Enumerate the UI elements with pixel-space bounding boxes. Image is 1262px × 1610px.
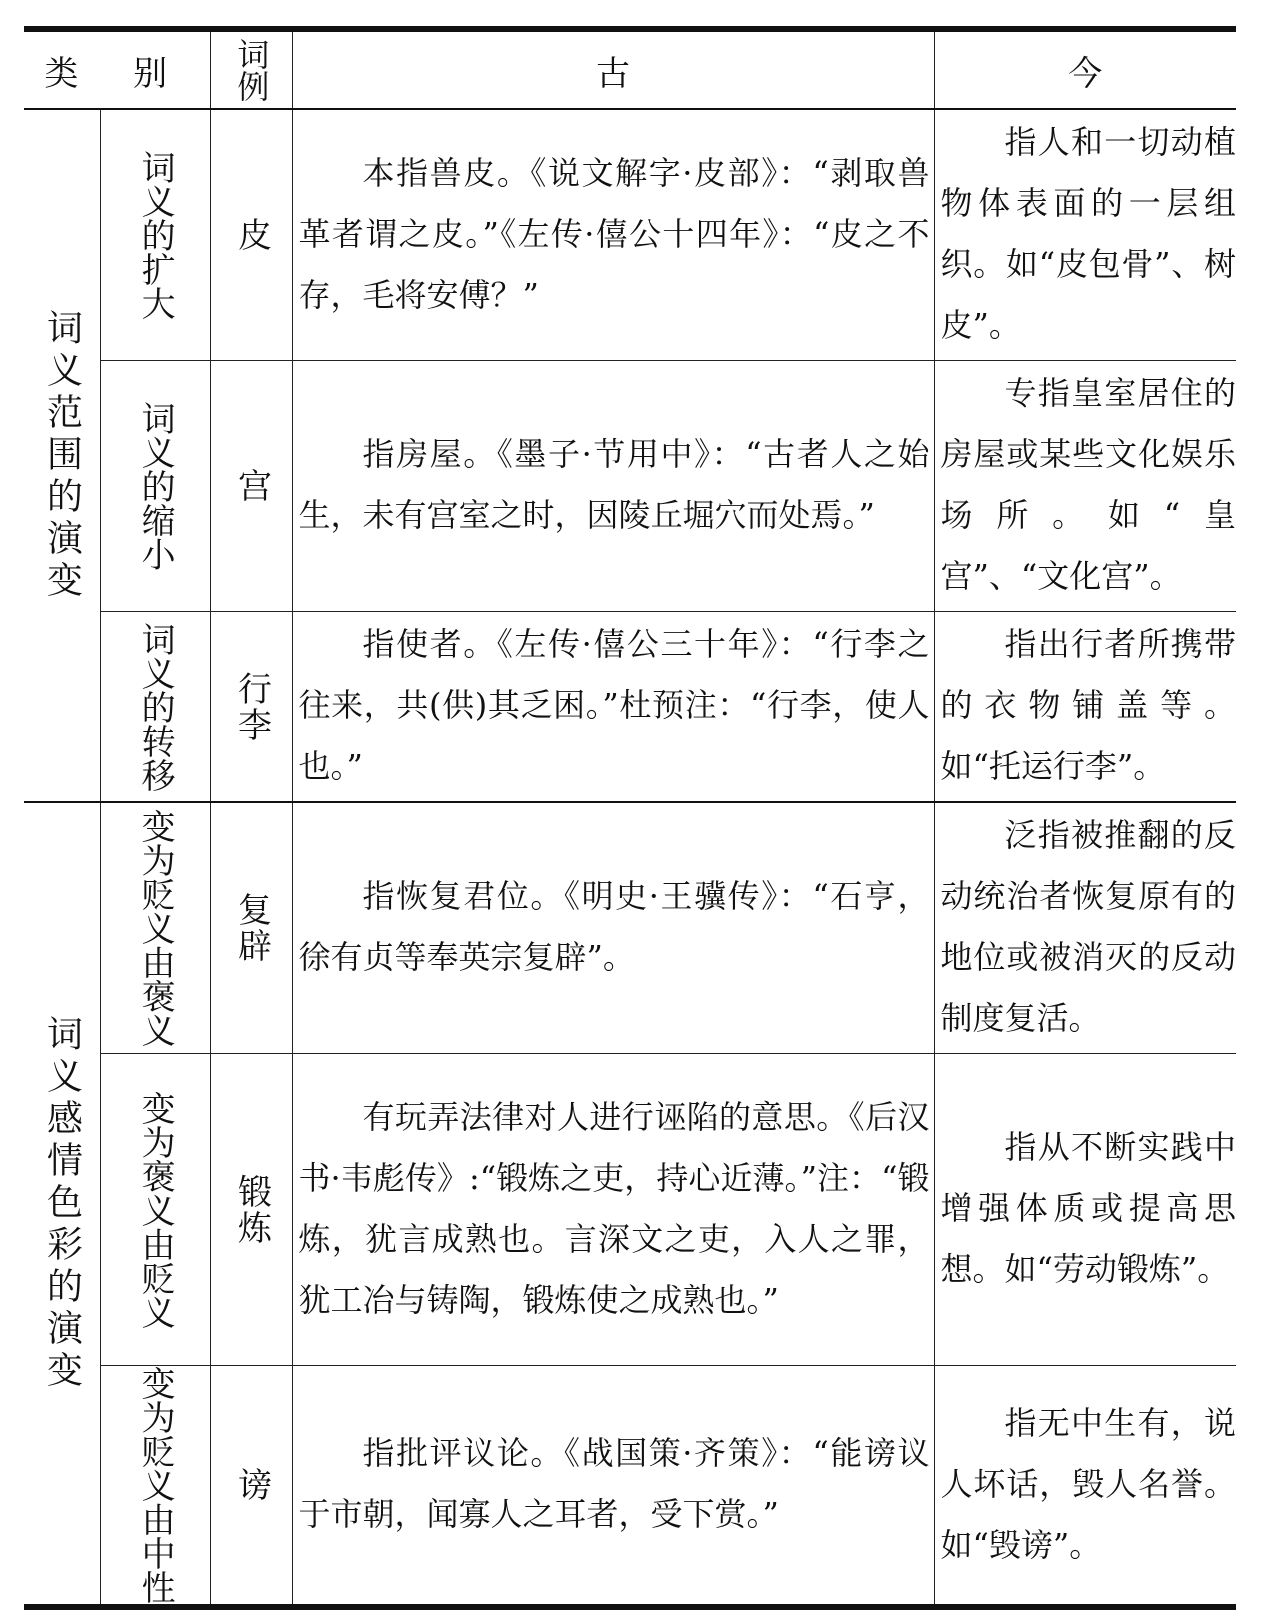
- table-row: [24, 1366, 1236, 1608]
- subcategory: 词义的转移: [100, 612, 210, 803]
- word-meaning-evolution-table-page: [24, 26, 1236, 1610]
- subcategory: 变为贬义由中性: [100, 1366, 210, 1608]
- ancient-meaning: 有玩弄法律对人进行诬陷的意思。《后汉书·韦彪传》:“锻炼之吏，持心近薄。”注：“锻炼，犹言成熟也。言深文之吏，入人之罪，犹工冶与铸陶，锻炼使之成熟也。”: [292, 1054, 934, 1366]
- subcategory: 词义的扩大: [100, 109, 210, 361]
- ancient-meaning: 本指兽皮。《说文解字·皮部》：“剥取兽革者谓之皮。”《左传·僖公十四年》：“皮之不存，毛将安傅？”: [292, 109, 934, 361]
- modern-meaning: 指人和一切动植物体表面的一层组织。如“皮包骨”、树皮”。: [934, 109, 1236, 361]
- subcategory: 词义的缩小: [100, 361, 210, 612]
- word-meaning-evolution-table: [24, 26, 1236, 1610]
- subcategory: 变为贬义由褒义: [100, 802, 210, 1054]
- table-row: [24, 1054, 1236, 1366]
- header-example: 词例: [210, 29, 292, 109]
- ancient-meaning: 指恢复君位。《明史·王骥传》：“石亨，徐有贞等奉英宗复辟”。: [292, 802, 934, 1054]
- table-row: [24, 802, 1236, 1054]
- subcategory: 变为褒义由贬义: [100, 1054, 210, 1366]
- modern-meaning: 泛指被推翻的反动统治者恢复原有的地位或被消灭的反动制度复活。: [934, 802, 1236, 1054]
- example-word: 锻炼: [210, 1054, 292, 1366]
- example-word: 复辟: [210, 802, 292, 1054]
- example-word: 皮: [210, 109, 292, 361]
- modern-meaning: 专指皇室居住的房屋或某些文化娱乐场所。如“皇宫”、“文化宫”。: [934, 361, 1236, 612]
- table-row: [24, 612, 1236, 803]
- table-row: [24, 109, 1236, 361]
- modern-meaning: 指从不断实践中增强体质或提高思想。如“劳动锻炼”。: [934, 1054, 1236, 1366]
- category-sentiment: 词义感情色彩的演变: [24, 802, 100, 1607]
- modern-meaning: 指出行者所携带的衣物铺盖等。如“托运行李”。: [934, 612, 1236, 803]
- category-scope: 词义范围的演变: [24, 109, 100, 802]
- example-word: 宫: [210, 361, 292, 612]
- header-category: 类 别: [24, 29, 210, 109]
- table-row: [24, 361, 1236, 612]
- example-word: 行李: [210, 612, 292, 803]
- header-ancient: 古: [292, 29, 934, 109]
- header-row: [24, 29, 1236, 109]
- header-modern: 今: [934, 29, 1236, 109]
- ancient-meaning: 指房屋。《墨子·节用中》：“古者人之始生，未有宫室之时，因陵丘堀穴而处焉。”: [292, 361, 934, 612]
- modern-meaning: 指无中生有，说人坏话，毁人名誉。如“毁谤”。: [934, 1366, 1236, 1608]
- ancient-meaning: 指批评议论。《战国策·齐策》：“能谤议于市朝，闻寡人之耳者，受下赏。”: [292, 1366, 934, 1608]
- example-word: 谤: [210, 1366, 292, 1608]
- ancient-meaning: 指使者。《左传·僖公三十年》：“行李之往来，共(供)其乏困。”杜预注：“行李，使人也。”: [292, 612, 934, 803]
